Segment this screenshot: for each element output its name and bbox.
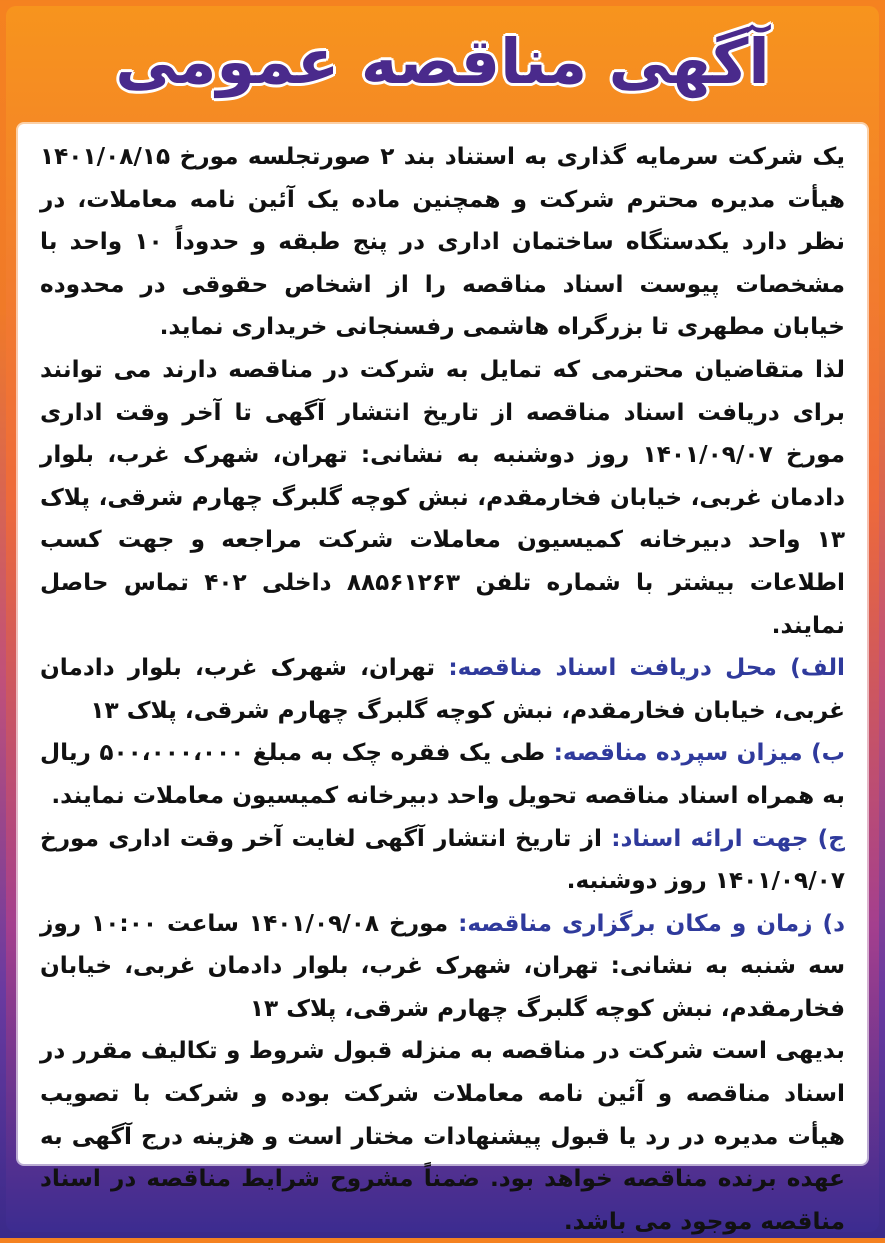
section-b	[40, 732, 845, 817]
title-banner	[6, 6, 879, 116]
intro-paragraph: یک شرکت سرمایه گذاری به استناد بند ۲ صورتجلسه مورخ ۱۴۰۱/۰۸/۱۵ هیأت مدیره محترم شرکت و همچنین ماده یک آئین نامه معاملات، در نظر دارد یکدستگاه ساختمان اداری در پنج طبقه و حدوداً ۱۰ واحد با مشخصات پیوست اسناد مناقصه را از اشخاص حقوقی در محدوده خیابان مطهری تا بزرگراه هاشمی رفسنجانی خریداری نماید.	[40, 143, 845, 341]
closing-paragraph: بدیهی است شرکت در مناقصه به منزله قبول شروط و تکالیف مقرر در اسناد مناقصه و آئین نامه معاملات شرکت بوده و شرکت با تصویب هیأت مدیره در رد یا قبول پیشنهادات مختار است و هزینه درج آگهی به عهده برنده مناقصه خواهد بود. ضمناً مشروح شرایط مناقصه در اسناد مناقصه موجود می باشد.	[40, 1037, 845, 1235]
section-c	[40, 818, 845, 903]
notice-body	[18, 124, 867, 1235]
section-c-label: ج) جهت ارائه اسناد:	[611, 824, 845, 852]
section-a-text: تهران، شهرک غرب، بلوار دادمان غربی، خیابان فخارمقدم، نبش کوچه گلبرگ چهارم شرقی، پلاک ۱۳	[40, 654, 845, 724]
section-c-text: از تاریخ انتشار آگهی لغایت آخر وقت اداری مورخ ۱۴۰۱/۰۹/۰۷ روز دوشنبه.	[40, 824, 845, 895]
section-b-text: طی یک فقره چک به مبلغ ۵۰۰،۰۰۰،۰۰۰ ریال به همراه اسناد مناقصه تحویل واحد دبیرخانه کمیسیون معاملات نمایند.	[40, 739, 845, 809]
section-d-text: مورخ ۱۴۰۱/۰۹/۰۸ ساعت ۱۰:۰۰ روز سه شنبه به نشانی: تهران، شهرک غرب، بلوار دادمان غربی، خیابان فخارمقدم، نبش کوچه گلبرگ چهارم شرقی، پلاک ۱۳	[40, 909, 845, 1022]
notice-frame	[6, 6, 879, 1235]
section-b-label: ب) میزان سپرده مناقصه:	[553, 739, 845, 767]
invitation-paragraph: لذا متقاضیان محترمی که تمایل به شرکت در مناقصه دارند می توانند برای دریافت اسناد مناقصه از تاریخ انتشار آگهی تا آخر وقت اداری مورخ ۱۴۰۱/۰۹/۰۷ روز دوشنبه به نشانی: تهران، شهرک غرب، بلوار دادمان غربی، خیابان فخارمقدم، نبش کوچه گلبرگ چهارم شرقی، پلاک ۱۳ واحد دبیرخانه کمیسیون معاملات شرکت مراجعه و جهت کسب اطلاعات بیشتر با شماره تلفن ۸۸۵۶۱۲۶۳ داخلی ۴۰۲ تماس حاصل نمایند.	[40, 355, 845, 639]
section-a-label: الف) محل دریافت اسناد مناقصه:	[448, 654, 846, 682]
section-d-label: د) زمان و مکان برگزاری مناقصه:	[458, 909, 846, 937]
notice-title: آگهی مناقصه عمومی	[115, 24, 770, 98]
section-a	[40, 647, 845, 732]
section-d	[40, 903, 845, 1031]
